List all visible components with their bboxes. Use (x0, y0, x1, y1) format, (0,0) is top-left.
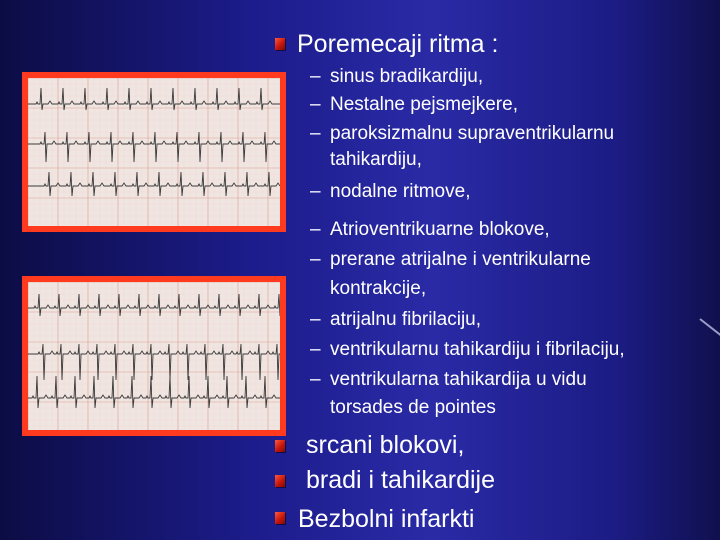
dash-icon: – (310, 66, 321, 87)
list-item: nodalne ritmove, (330, 181, 471, 202)
ecg-image-bottom (22, 276, 286, 436)
list-item-continuation: tahikardiju, (330, 149, 422, 170)
dash-icon: – (310, 123, 321, 144)
list-item: Atrioventrikuarne blokove, (330, 219, 550, 240)
list-item: atrijalnu fibrilaciju, (330, 309, 482, 330)
bullet-icon (275, 475, 285, 487)
ecg-strip-graphic (28, 282, 280, 430)
list-item: sinus bradikardiju, (330, 66, 484, 87)
bullet-icon (275, 440, 285, 452)
dash-icon: – (310, 369, 321, 390)
dash-icon: – (310, 219, 321, 240)
decorative-stripe (699, 318, 720, 341)
bottom-item: bradi i tahikardije (306, 466, 495, 494)
bottom-item: Bezbolni infarkti (298, 505, 475, 533)
list-item: paroksizmalnu supraventrikularnu (330, 123, 615, 144)
dash-icon: – (310, 309, 321, 330)
slide-title: Poremecaji ritma : (297, 30, 499, 58)
bottom-item: srcani blokovi, (306, 431, 465, 459)
dash-icon: – (310, 94, 321, 115)
list-item: ventrikularna tahikardija u vidu (330, 369, 587, 390)
title-bullet-icon (275, 38, 285, 50)
list-item-continuation: torsades de pointes (330, 397, 496, 418)
ecg-image-top (22, 72, 286, 232)
list-item: prerane atrijalne i ventrikularne (330, 249, 591, 270)
dash-icon: – (310, 249, 321, 270)
dash-icon: – (310, 181, 321, 202)
dash-icon: – (310, 339, 321, 360)
list-item: Nestalne pejsmejkere, (330, 94, 518, 115)
list-item: ventrikularnu tahikardiju i fibrilaciju, (330, 339, 625, 360)
bullet-icon (275, 512, 285, 524)
ecg-strip-graphic (28, 78, 280, 226)
list-item-continuation: kontrakcije, (330, 278, 427, 299)
